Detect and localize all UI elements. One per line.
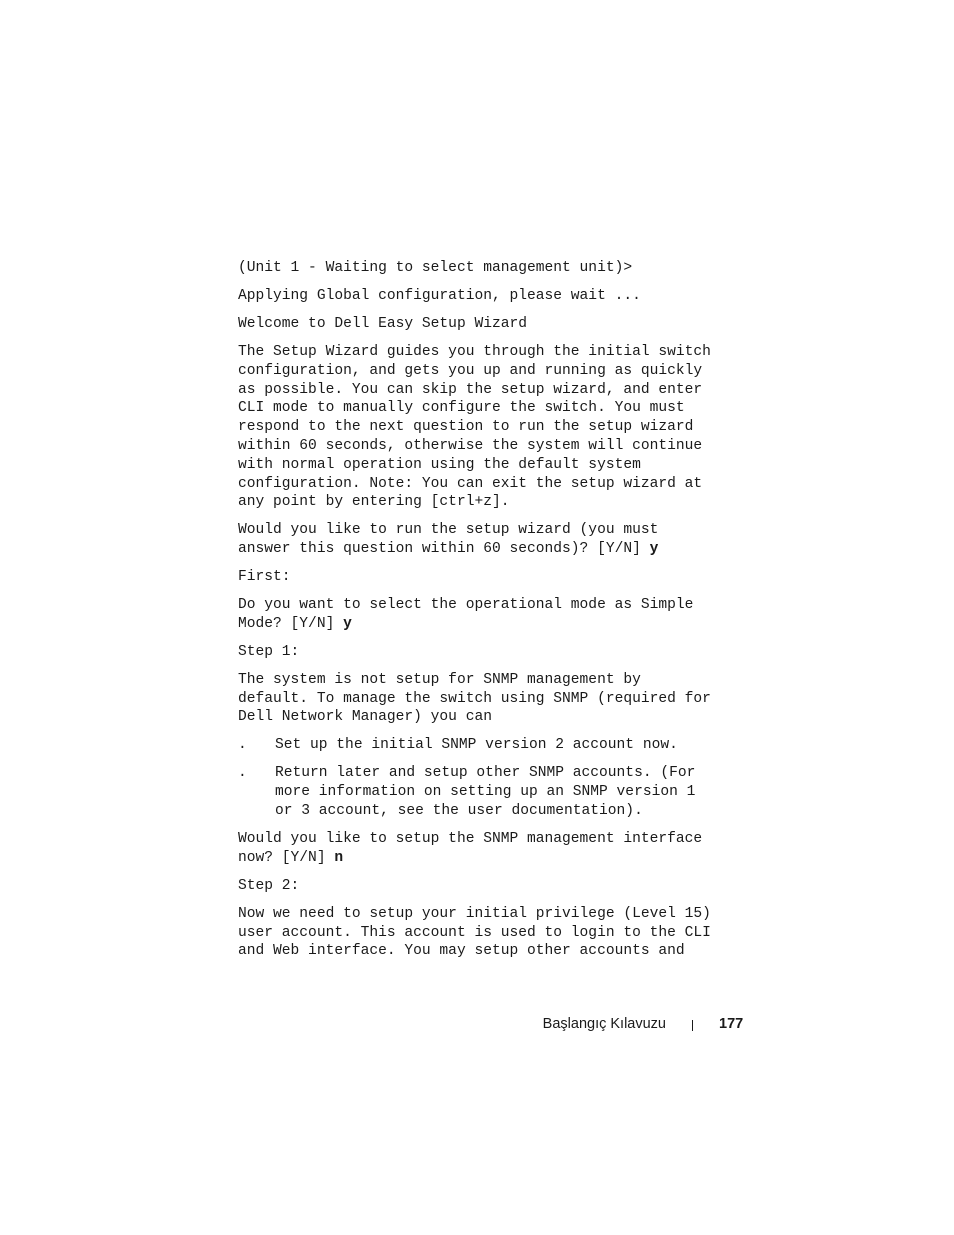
welcome-line: Welcome to Dell Easy Setup Wizard: [238, 315, 528, 332]
snmp-setup-prompt: [238, 830, 748, 868]
first-label: First:: [238, 569, 291, 586]
simple-mode-answer: y: [343, 615, 352, 632]
bullet-marker: .: [238, 765, 247, 782]
document-body: [238, 259, 748, 970]
snmp-intro-paragraph: The system is not setup for SNMP management by default. To manage the switch using SNMP (required for Dell Network Manager) you can: [238, 671, 711, 726]
footer-divider: [692, 1020, 693, 1031]
applying-config-line: Applying Global configuration, please wait ...: [238, 287, 641, 304]
page-footer: [0, 1014, 954, 1036]
simple-mode-prompt: [238, 596, 748, 634]
snmp-setup-question: Would you like to setup the SNMP management interface now? [Y/N]: [238, 830, 703, 866]
simple-mode-question: Do you want to select the operational mode as Simple Mode? [Y/N]: [238, 597, 694, 632]
run-wizard-prompt: [238, 521, 748, 559]
privilege-intro-paragraph: Now we need to setup your initial privilege (Level 15) user account. This account is used to login to the CLI and Web interface. You may setup other accounts and: [238, 905, 711, 960]
bullet-marker: .: [238, 737, 247, 754]
page-number: 177: [719, 1016, 744, 1032]
run-wizard-answer: y: [649, 541, 659, 558]
snmp-setup-answer: n: [334, 849, 344, 866]
wizard-intro-paragraph: The Setup Wizard guides you through the initial switch configuration, and gets you up and running as quickly as possible. You can skip the setup wizard, and enter CLI mode to manually configure the switch. You must respond to the next question to run the setup wizard within 60 seconds, otherwise the system will continue with normal operation using the default system configuration. Note: You can exit the setup wizard at any point by entering [ctrl+z].: [238, 343, 711, 511]
unit-status-line: (Unit 1 - Waiting to select management unit)>: [238, 260, 633, 276]
snmp-bullet-item: [238, 736, 748, 755]
bullet-text: Set up the initial SNMP version 2 account now.: [275, 737, 678, 754]
footer-title: Başlangıç Kılavuzu: [542, 1016, 666, 1032]
run-wizard-question: Would you like to run the setup wizard (you must answer this question within 60 seconds)? [Y/N]: [238, 522, 659, 558]
bullet-text: Return later and setup other SNMP accounts. (For more information on setting up an SNMP version 1 or 3 account, see the user documentation).: [275, 765, 696, 819]
step1-label: Step 1:: [238, 643, 300, 660]
step2-label: Step 2:: [238, 877, 300, 894]
snmp-bullet-item: [238, 764, 748, 820]
